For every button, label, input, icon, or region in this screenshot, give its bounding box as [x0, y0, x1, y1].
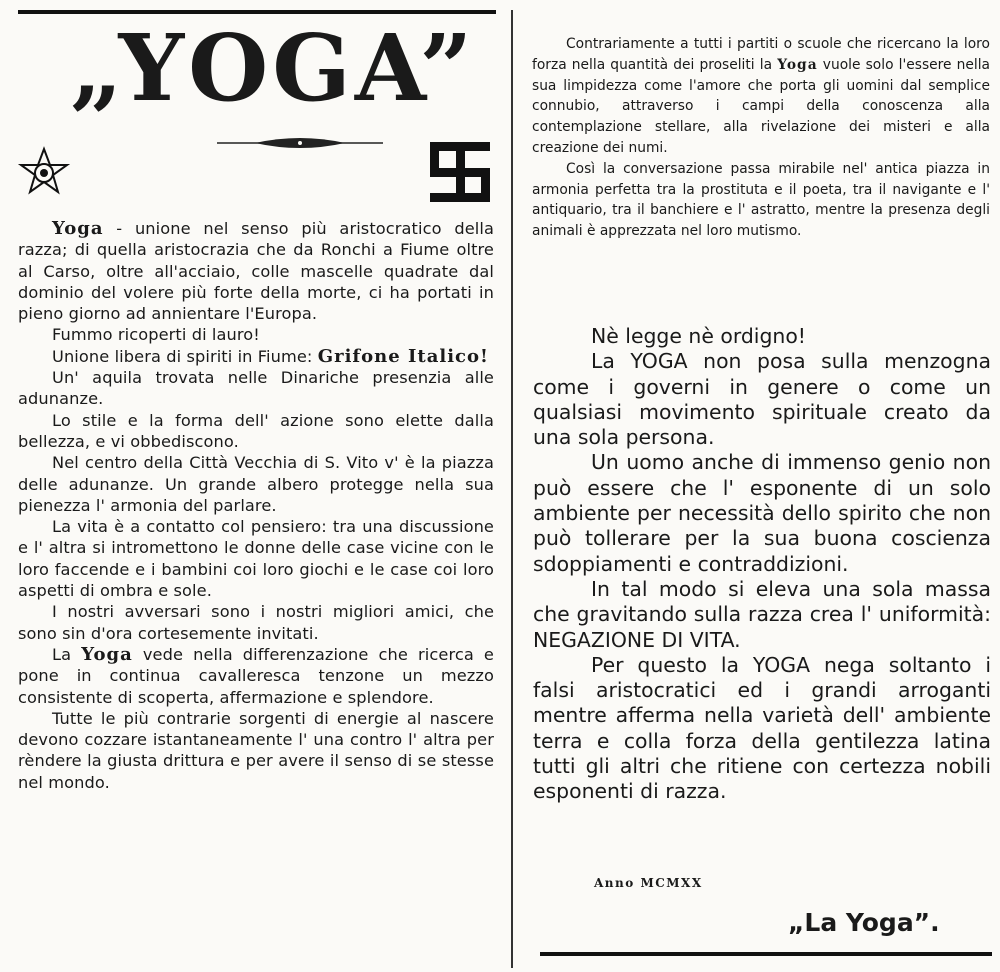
paragraph: Nè legge nè ordigno!	[591, 324, 806, 348]
paragraph: Un' aquila trovata nelle Dinariche presenzia alle adunanze.	[18, 368, 494, 409]
bottom-rule-right	[540, 952, 992, 956]
paragraph-text: La	[52, 644, 82, 664]
paragraph: Così la conversazione passa mirabile nel' antica piazza in armonia perfetta tra la prostituta e il poeta, tra il navigante e l' antiquario, tra il banchiere e l' astratto, mentre la presenza degli animali è apprezzata nel loro mutismo.	[532, 160, 990, 240]
paragraph-text: Unione libera di spiriti in Fiume:	[52, 346, 318, 366]
column-divider	[511, 10, 513, 968]
paragraph	[532, 34, 990, 159]
paragraph-text: vuole solo l'essere nella sua limpidezza come l'amore che porta gli uomini dal semplice connubio, attraverso i campi della conoscenza alla contemplazione stellare, alla rivelazione dei misteri e alla creazione dei numi.	[532, 56, 990, 156]
left-column-text	[18, 218, 494, 793]
paragraph: La vita è a contatto col pensiero: tra una discussione e l' altra si intromettono le donne delle case vicine con le loro faccende e i bambini coi loro giochi e le case coi loro aspetti di ombra e sole.	[18, 517, 494, 601]
yoga-lead: Yoga	[81, 643, 133, 665]
paragraph-text: Contrariamente a tutti i partiti o scuole che ricercano la loro forza nella quantità dei proseliti la	[532, 36, 990, 73]
right-column-small-text	[532, 34, 990, 242]
paragraph: Lo stile e la forma dell' azione sono elette dalla bellezza, e vi obbediscono.	[18, 410, 494, 451]
right-column-large-text	[533, 324, 991, 805]
rosette-icon	[16, 145, 72, 201]
title-ornament	[215, 136, 385, 150]
date-line: Anno MCMXX	[594, 876, 703, 890]
paragraph: Fummo ricoperti di lauro!	[52, 325, 260, 345]
paragraph: La YOGA non posa sulla menzogna come i governi in genere o come un qualsiasi movimento spirituale creato da una sola persona.	[533, 349, 991, 450]
signature: „La Yoga”.	[788, 908, 940, 937]
swastika-icon	[426, 138, 494, 206]
paragraph: Un uomo anche di immenso genio non può essere che l' esponente di un solo ambiente per necessità dello spirito che non può tollerare per la sua buona coscienza sdoppiamenti e contraddizioni.	[533, 450, 991, 576]
paragraph	[18, 644, 494, 708]
paragraph: Tutte le più contrarie sorgenti di energie al nascere devono cozzare istantaneamente l' una contro l' altra per rèndere la giusta drittura e per avere il senso di se stesse nel mondo.	[18, 708, 494, 792]
yoga-lead: Yoga	[52, 218, 104, 239]
paragraph-text: - unione nel senso più aristocratico della razza; di quella aristocrazia che da Ronchi a Fiume oltre al Carso, oltre all'acciaio, colle mascelle quadrate dal dominio del volere più forte della morte, ci ha portati in pieno giorno ad annientare l'Europa.	[18, 219, 494, 324]
yoga-lead: Yoga	[777, 56, 818, 73]
paragraph: I nostri avversari sono i nostri migliori amici, che sono sin d'ora cortesemente invitati.	[18, 602, 494, 643]
paragraph: In tal modo si eleva una sola massa che gravitando sulla razza crea l' uniformità: NEGAZIONE DI VITA.	[533, 576, 991, 652]
page-title: „YOGA”	[70, 14, 477, 122]
paragraph-text: vede nella differenzazione che ricerca e pone in continua cavalleresca tenzone un mezzo consistente di scoperta, affermazione e splendore.	[18, 644, 494, 707]
paragraph	[18, 218, 494, 324]
paragraph: Per questo la YOGA nega soltanto i falsi aristocratici ed i grandi arroganti mentre afferma nella varietà dell' ambiente terra e colla forza della gentilezza latina tutti gli altri che ritiene con certezza nobili esponenti di razza.	[533, 652, 991, 804]
paragraph	[18, 346, 494, 367]
paragraph: Nel centro della Città Vecchia di S. Vito v' è la piazza delle adunanze. Un grande albero protegge nella sua pienezza l' armonia del parlare.	[18, 453, 494, 515]
grifone-italico: Grifone Italico!	[317, 345, 489, 367]
